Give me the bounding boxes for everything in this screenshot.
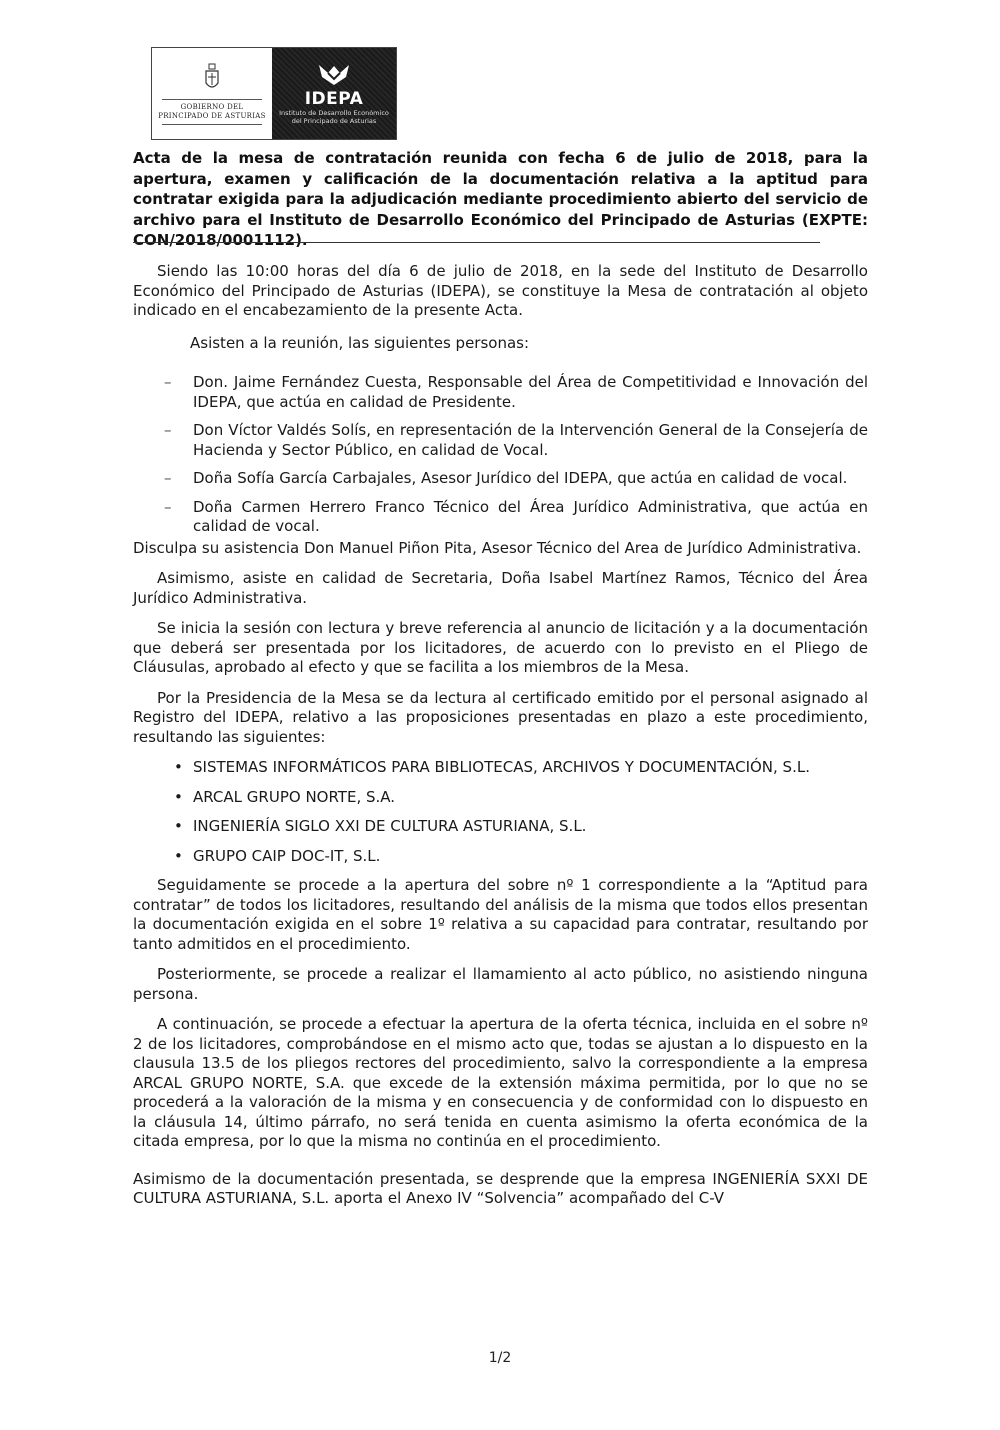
idepa-symbol-icon (316, 62, 352, 88)
document-title: Acta de la mesa de contratación reunida con fecha 6 de julio de 2018, para la apertura, examen y calificación de la documentación relativa a la aptitud para contratar exigida para la adjudicación mediante procedimiento abierto del servicio de archivo para el Instituto de Desarrollo Económico del Principado de Asturias (EXPTE: CON/2018/0001112). (133, 149, 868, 249)
attendee-text: Don. Jaime Fernández Cuesta, Responsable del Área de Competitividad e Innovación del IDEPA, que actúa en calidad de Presidente. (193, 373, 868, 411)
asimismo-paragraph: Asimismo de la documentación presentada, se desprende que la empresa INGENIERÍA SXXI DE CULTURA ASTURIANA, S.L. aporta el Anexo IV “Solvencia” acompañado del C-V (133, 1169, 868, 1207)
bullet-marker: • (174, 846, 183, 865)
idepa-logo (272, 48, 396, 139)
sobre1-paragraph: Seguidamente se procede a la apertura del sobre nº 1 correspondiente a la “Aptitud para contratar” de todos los licitadores, resultando del análisis de la misma que todos ellos presentan la documentación exigida en el sobre 1º relativa a su capacidad para contratar, resultando por tanto admitidos en el procedimiento. (133, 876, 868, 953)
bidder-name: SISTEMAS INFORMÁTICOS PARA BIBLIOTECAS, ARCHIVOS Y DOCUMENTACIÓN, S.L. (193, 758, 810, 776)
attendee-text: Don Víctor Valdés Solís, en representación de la Intervención General de la Consejería de Hacienda y Sector Público, en calidad de Vocal. (193, 421, 868, 459)
bullet-marker: • (174, 758, 183, 776)
dash-marker: – (164, 469, 172, 487)
attendees-heading: Asisten a la reunión, las siguientes personas: (190, 333, 530, 352)
bidder-item (133, 758, 868, 778)
bullet-marker: • (174, 817, 183, 835)
sesion-paragraph: Se inicia la sesión con lectura y breve referencia al anuncio de licitación y a la documentación que deberá ser presentada por los licitadores, de acuerdo con lo previsto en el Pliego de Cláusulas, aprobado al efecto y que se facilita a los miembros de la Mesa. (133, 619, 868, 676)
dash-marker: – (164, 373, 172, 391)
bidder-name: INGENIERÍA SIGLO XXI DE CULTURA ASTURIANA, S.L. (193, 817, 587, 835)
disculpa-paragraph: Disculpa su asistencia Don Manuel Piñon Pita, Asesor Técnico del Area de Jurídico Administrativa. (133, 538, 862, 557)
bidder-item (133, 817, 868, 837)
attendee-item (133, 421, 868, 460)
gov-name-line1: GOBIERNO DEL (180, 102, 244, 111)
continuacion-paragraph: A continuación, se procede a efectuar la apertura de la oferta técnica, incluida en el sobre nº 2 de los licitadores, comprobándose en el mismo acto que, todas se ajustan a lo dispuesto en la clausula 13.5 de los pliegos rectores del procedimiento, salvo la correspondiente a la empresa ARCAL GRUPO NORTE, S.A. que excede de la extensión máxima permitida, por lo que no se procederá a la valoración de la misma y en consecuencia y de conformidad con lo dispuesto en la cláusula 14, último párrafo, no será tenida en cuenta asimismo la oferta económica de la citada empresa, por lo que la misma no continúa en el procedimiento. (133, 1015, 868, 1150)
attendee-text: Doña Carmen Herrero Franco Técnico del Área Jurídico Administrativa, que actúa en calidad de vocal. (193, 497, 868, 535)
gobierno-logo (152, 48, 272, 139)
gov-name-line2: PRINCIPADO DE ASTURIAS (158, 111, 266, 120)
idepa-subtitle-line1: Instituto de Desarrollo Económico (279, 109, 389, 117)
bullet-marker: • (174, 787, 183, 806)
bidder-item (133, 788, 868, 808)
dash-marker: – (164, 421, 172, 439)
attendee-item (133, 469, 868, 489)
bidder-name: GRUPO CAIP DOC-IT, S.L. (193, 846, 381, 865)
document-body (133, 262, 868, 1209)
bidder-name: ARCAL GRUPO NORTE, S.A. (193, 787, 396, 806)
bidder-item (133, 847, 868, 867)
gov-divider (162, 99, 262, 100)
page-number: 1/2 (488, 1350, 512, 1366)
attendee-item (133, 498, 868, 537)
header-logo-block (151, 47, 397, 140)
posteriormente-paragraph: Posteriormente, se procede a realizar el llamamiento al acto público, no asistiendo ninguna persona. (133, 965, 868, 1003)
attendee-item (133, 373, 868, 412)
idepa-name: IDEPA (304, 89, 364, 109)
gov-divider-bottom (162, 124, 262, 125)
intro-paragraph: Siendo las 10:00 horas del día 6 de julio de 2018, en la sede del Instituto de Desarrollo Económico del Principado de Asturias (IDEPA), se constituye la Mesa de contratación al objeto indicado en el encabezamiento de la presente Acta. (133, 262, 868, 319)
secretaria-paragraph: Asimismo, asiste en calidad de Secretaria, Doña Isabel Martínez Ramos, Técnico del Área Jurídico Administrativa. (133, 569, 868, 607)
attendee-text: Doña Sofía García Carbajales, Asesor Jurídico del IDEPA, que actúa en calidad de vocal. (193, 469, 848, 487)
dash-marker: – (164, 497, 172, 516)
crest-icon (204, 63, 220, 93)
presidencia-paragraph: Por la Presidencia de la Mesa se da lectura al certificado emitido por el personal asignado al Registro del IDEPA, relativo a las proposiciones presentadas en plazo a este procedimiento, resultando las siguientes: (133, 688, 868, 746)
title-underline (133, 242, 820, 243)
idepa-subtitle-line2: del Principado de Asturias (291, 117, 377, 125)
